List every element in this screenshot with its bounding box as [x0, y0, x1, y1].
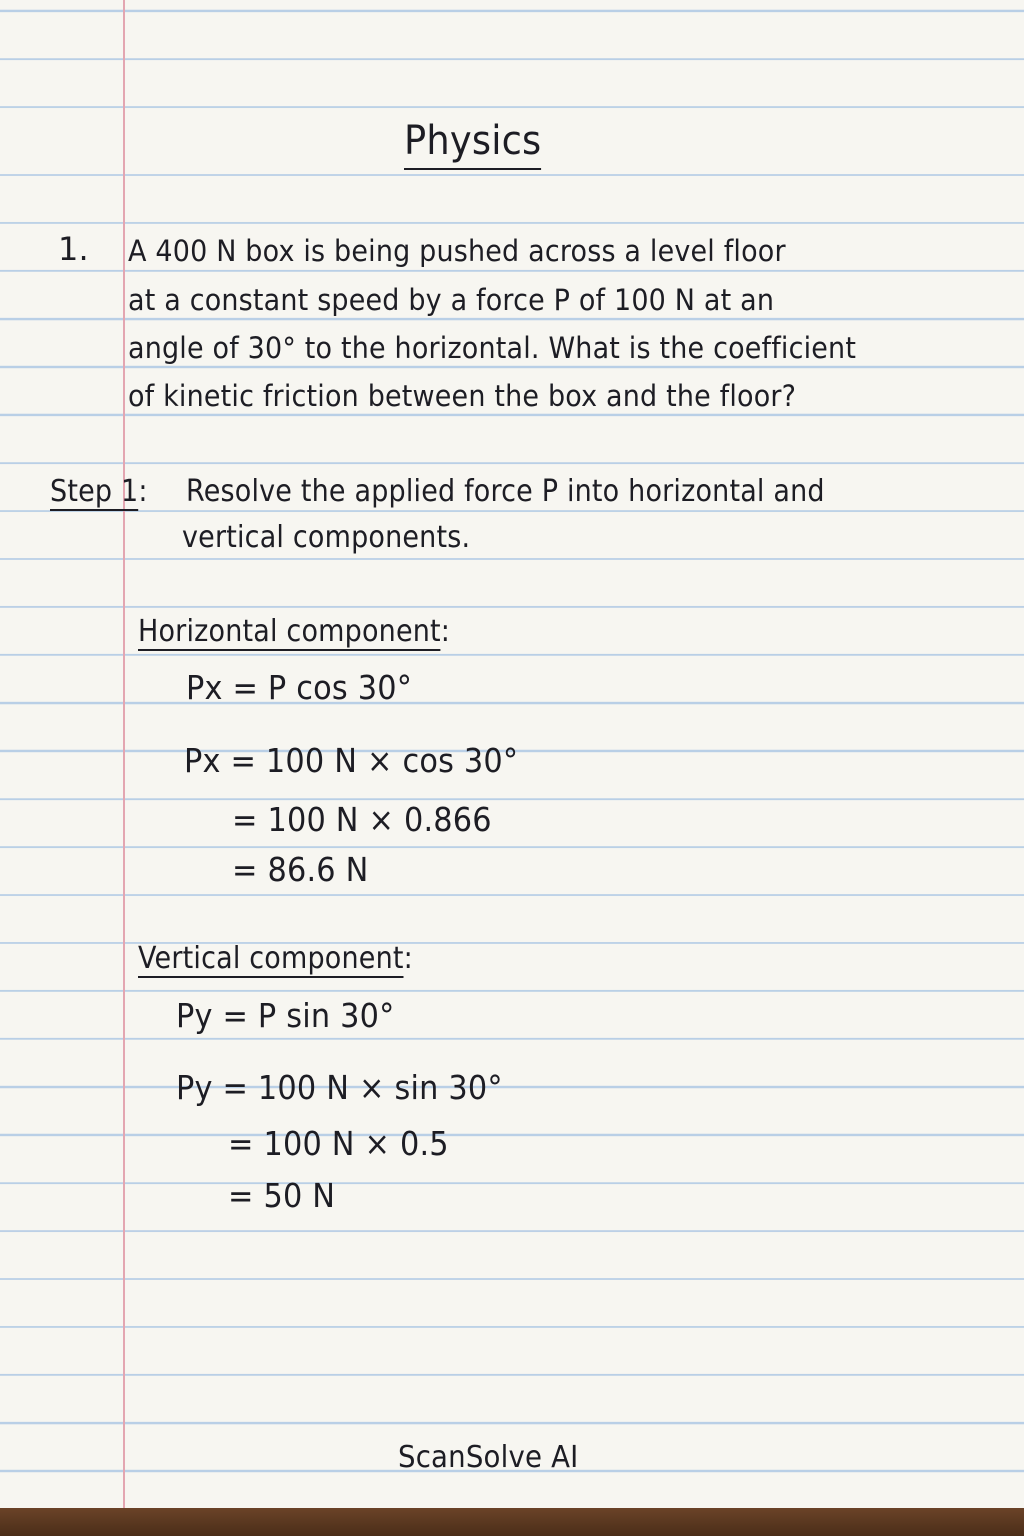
vertical-heading-colon: :	[403, 941, 413, 976]
horizontal-equation: Px = 100 N × cos 30°	[184, 741, 519, 780]
vertical-equation: Py = 100 N × sin 30°	[176, 1068, 503, 1107]
step-label-text: Step 1	[50, 474, 139, 509]
vertical-heading	[138, 941, 413, 976]
question-line: at a constant speed by a force P of 100 N at an	[128, 283, 775, 317]
step-description-line: Resolve the applied force P into horizontal and	[186, 474, 825, 509]
vertical-equation: = 100 N × 0.5	[228, 1124, 449, 1163]
step-label-colon: :	[138, 474, 148, 509]
horizontal-heading-text: Horizontal component	[138, 614, 441, 649]
margin-line	[123, 0, 125, 1508]
question-number: 1.	[58, 230, 89, 268]
horizontal-equation: = 86.6 N	[232, 850, 369, 889]
question-line: of kinetic friction between the box and the floor?	[128, 379, 797, 413]
watermark-footer: ScanSolve AI	[398, 1440, 579, 1475]
question-line: angle of 30° to the horizontal. What is the coefficient	[128, 331, 857, 365]
page-title: Physics	[404, 118, 541, 170]
horizontal-equation: = 100 N × 0.866	[232, 800, 492, 839]
vertical-equation: Py = P sin 30°	[176, 996, 395, 1035]
horizontal-heading	[138, 614, 450, 649]
desk-surface	[0, 1508, 1024, 1536]
step-label	[50, 474, 148, 509]
vertical-equation: = 50 N	[228, 1176, 336, 1215]
step-description-line: vertical components.	[182, 520, 471, 555]
horizontal-equation: Px = P cos 30°	[186, 668, 413, 707]
vertical-heading-text: Vertical component	[138, 941, 404, 976]
question-line: A 400 N box is being pushed across a level floor	[128, 234, 786, 268]
horizontal-heading-colon: :	[440, 614, 451, 649]
